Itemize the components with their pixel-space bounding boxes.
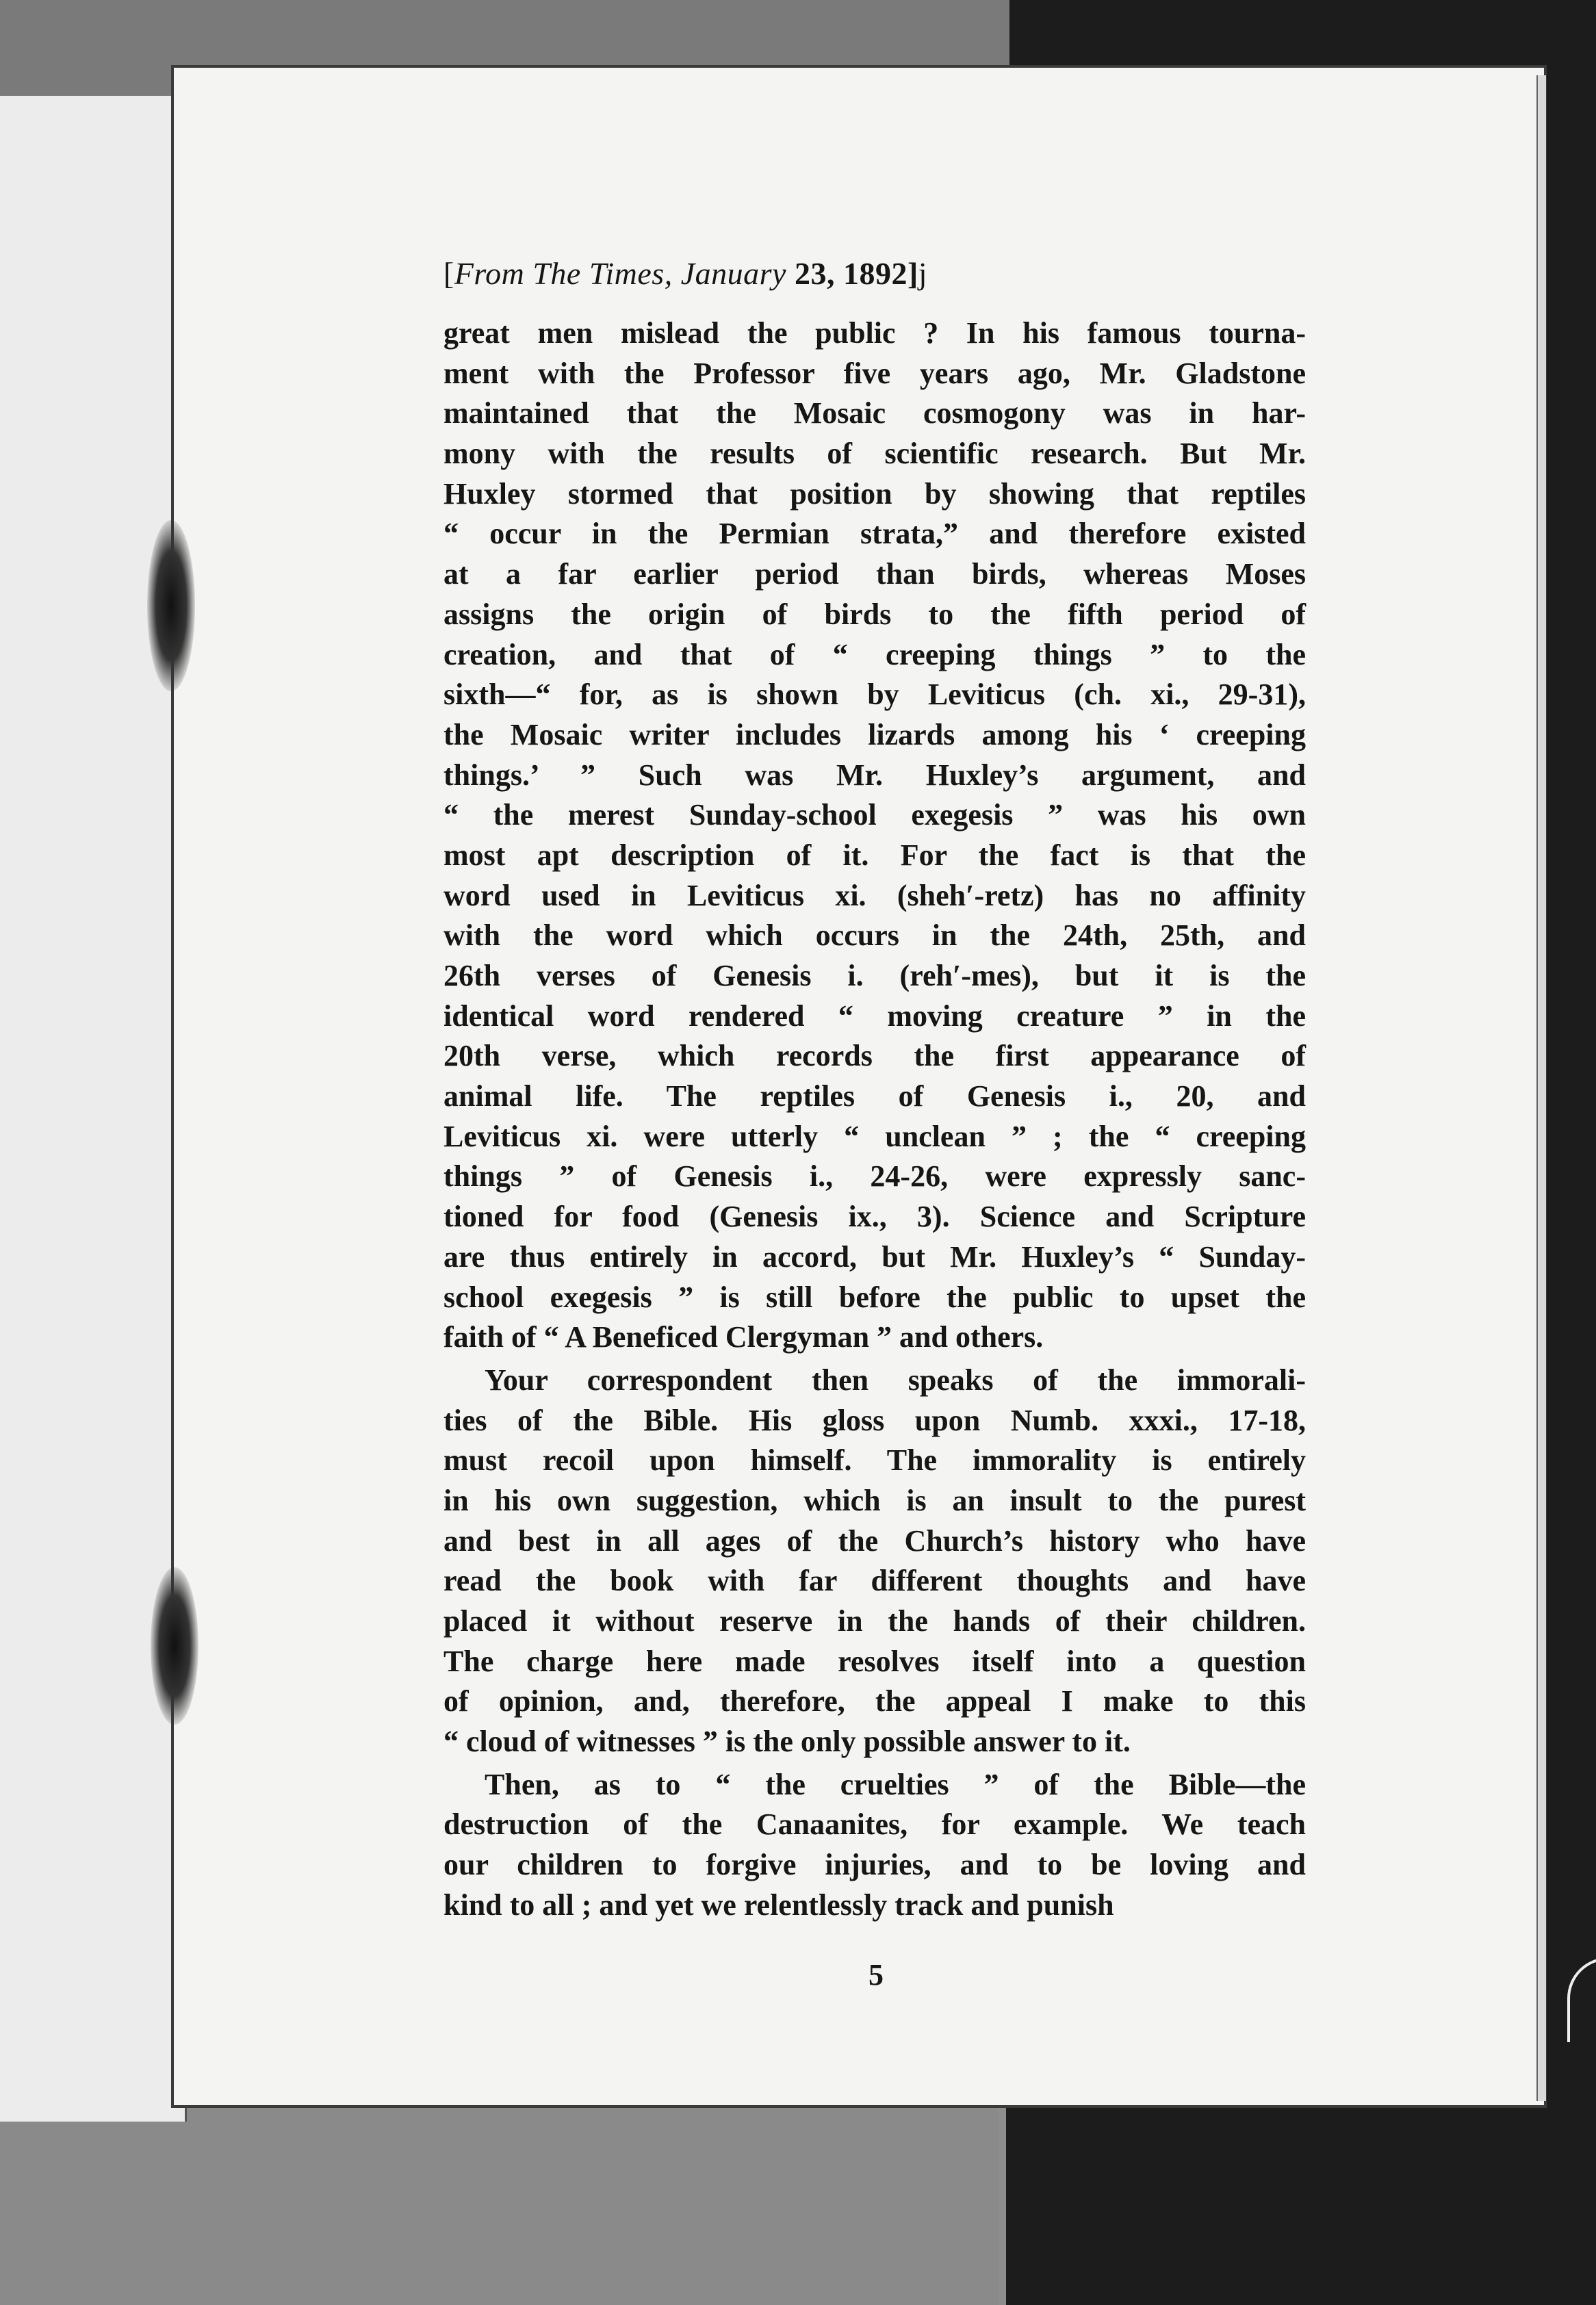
page-edge: [1536, 75, 1546, 2101]
text-line: and best in all ages of the Church’s history who have: [443, 1523, 1306, 1558]
text-line: assigns the origin of birds to the fifth period of: [443, 597, 1306, 631]
text-line: of opinion, and, therefore, the appeal I make to this: [443, 1684, 1306, 1718]
text-line: creation, and that of “ creeping things ” to the: [443, 637, 1306, 671]
text-line: school exegesis ” is still before the public to upset the: [443, 1280, 1306, 1314]
text-line: The charge here made resolves itself into a question: [443, 1644, 1306, 1678]
text-line: Then, as to “ the cruelties ” of the Bible—the: [485, 1767, 1306, 1801]
left-facing-leaf: [0, 96, 187, 2122]
body-paragraphs: [443, 313, 1306, 1926]
page-number: 5: [868, 1958, 884, 1992]
text-line: faith of “ A Beneficed Clergyman ” and others.: [443, 1320, 1044, 1354]
header-date: 23, 1892]: [786, 256, 918, 291]
text-line: must recoil upon himself. The immorality is entirely: [443, 1443, 1306, 1478]
text-line: 26th verses of Genesis i. (reh′-mes), but it is the: [443, 959, 1306, 992]
text-line: at a far earlier period than birds, whereas Moses: [443, 557, 1306, 591]
text-line: identical word rendered “ moving creature ” in the: [443, 999, 1306, 1033]
binding-hole-shadow-lower: [151, 1567, 198, 1725]
header-month: January: [680, 256, 786, 291]
text-line: the Mosaic writer includes lizards among his ‘ creeping: [443, 717, 1306, 751]
text-line: in his own suggestion, which is an insult to the purest: [443, 1483, 1306, 1517]
text-line: placed it without reserve in the hands of their children.: [443, 1604, 1306, 1638]
text-line: great men mislead the public ? In his famous tourna-: [443, 316, 1306, 350]
text-line: word used in Leviticus xi. (sheh′-retz) has no affinity: [443, 878, 1306, 912]
text-line: 20th verse, which records the first appearance of: [443, 1039, 1306, 1073]
page-text: [443, 253, 1306, 1926]
text-line: tioned for food (Genesis ix., 3). Science and Scripture: [443, 1200, 1306, 1234]
text-line: things.’ ” Such was Mr. Huxley’s argument, and: [443, 758, 1306, 792]
text-line: things ” of Genesis i., 24-26, were expressly sanc-: [443, 1159, 1306, 1194]
text-line: destruction of the Canaanites, for example. We teach: [443, 1807, 1306, 1842]
text-line: read the book with far different thoughts and have: [443, 1564, 1306, 1598]
source-header: [443, 253, 1306, 294]
text-line: Leviticus xi. were utterly “ unclean ” ; the “ creeping: [443, 1119, 1306, 1153]
paragraph: [443, 1361, 1306, 1762]
header-source: From The Times,: [454, 256, 673, 291]
binding-hole-shadow-upper: [147, 520, 195, 691]
text-line: “ the merest Sunday-school exegesis ” was his own: [443, 798, 1306, 832]
text-line: with the word which occurs in the 24th, 25th, and: [443, 918, 1306, 953]
backing-sheet-bottom: [0, 2108, 999, 2305]
text-line: “ cloud of witnesses ” is the only possible answer to it.: [443, 1725, 1131, 1759]
text-line: ment with the Professor five years ago, Mr. Gladstone: [443, 356, 1306, 390]
page-corner-curl: [1567, 1957, 1596, 2042]
text-line: most apt description of it. For the fact is that the: [443, 838, 1306, 872]
header-bracket: [: [443, 256, 454, 291]
paragraph: [443, 313, 1306, 1358]
text-line: ties of the Bible. His gloss upon Numb. xxxi., 17-18,: [443, 1403, 1306, 1437]
text-line: maintained that the Mosaic cosmogony was in har-: [443, 396, 1306, 430]
text-line: are thus entirely in accord, but Mr. Huxley’s “ Sunday-: [443, 1239, 1306, 1274]
text-line: kind to all ; and yet we relentlessly track and punish: [443, 1888, 1114, 1922]
text-line: sixth—“ for, as is shown by Leviticus (ch. xi., 29-31),: [443, 678, 1306, 712]
text-line: Huxley stormed that position by showing that reptiles: [443, 476, 1306, 511]
paragraph: [443, 1765, 1306, 1926]
text-line: Your correspondent then speaks of the immorali-: [485, 1363, 1306, 1397]
text-line: mony with the results of scientific research. But Mr.: [443, 437, 1306, 471]
header-tail: j: [918, 256, 928, 291]
text-line: “ occur in the Permian strata,” and therefore existed: [443, 517, 1306, 551]
text-line: animal life. The reptiles of Genesis i., 20, and: [443, 1079, 1306, 1113]
text-line: our children to forgive injuries, and to be loving and: [443, 1848, 1306, 1882]
